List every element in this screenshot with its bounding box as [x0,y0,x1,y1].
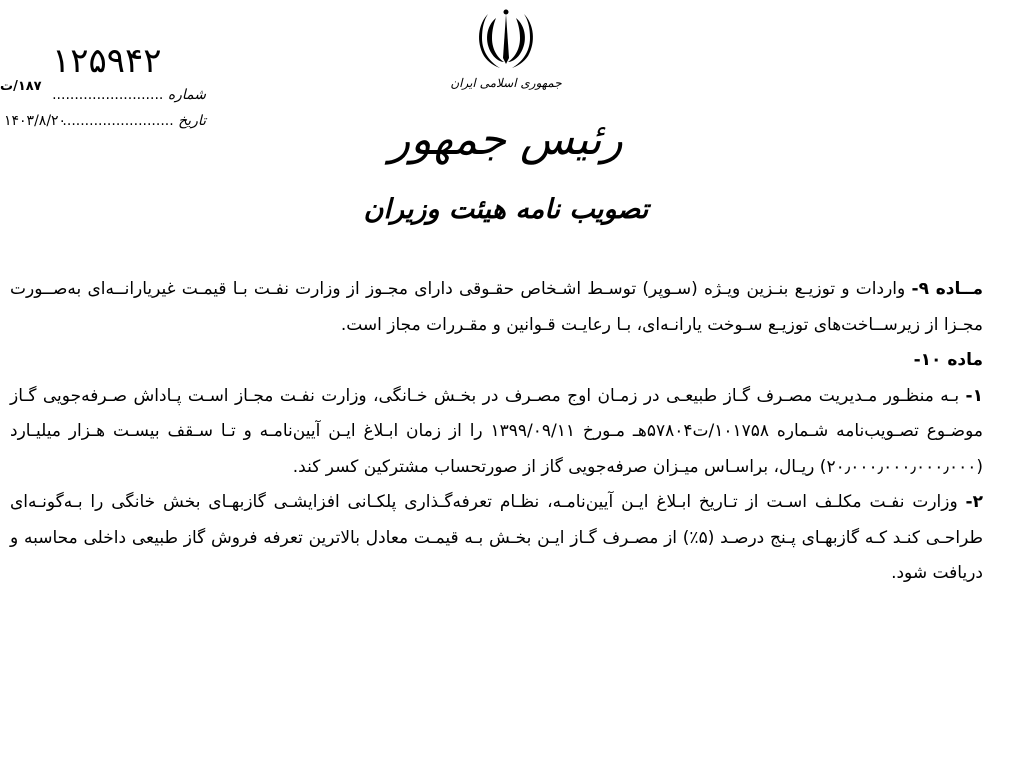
date-label: تاریخ [178,113,206,129]
date-value: ۱۴۰۳/۸/۲۰ [4,113,67,129]
letterhead [0,0,1012,240]
article-9 [10,272,983,343]
article-9-text: واردات و توزیـع بنـزین ویـژه (سـوپر) توسـط اشـخاص حقـوقی دارای مجـوز از وزارت نفـت بـا قیمـت غیریارانــه‌ای به‌صــورت مجـزا از زیرســاخت‌های توزیـع سـوخت یارانـه‌ای، بـا رعایـت قـوانین و مقـررات مجاز است. [10,279,983,335]
clause-2-number: ۲- [965,492,983,512]
letter-date-field: تاریخ ......................... ۱۴۰۳/۸/۲۰ [4,113,206,129]
registration-stamp-number: ۱۲۵۹۴۲ [52,41,162,81]
clause-2-text: وزارت نفـت مکلـف اسـت از تـاریخ ابـلاغ ایـن آیین‌نامـه، نظـام تعرفه‌گـذاری پلکـانی افزایشـی گازبهـای بخش خانگی را بـه‌گونـه‌ای طراحـی کنـد کـه گازبهـای پـنج درصـد (۵٪) از مصـرف گـاز ایـن بخـش بـه قیمـت معادل بالاترین تعرفه فروش گاز طبیعی داخلی محاسبه و دریافت شود. [10,492,983,583]
article-9-heading: مــاده ۹- [911,279,983,299]
number-label: شماره [167,87,206,103]
decree-body [10,272,983,592]
office-title: رئیس جمهور [389,114,623,165]
document-title: تصویب نامه هیئت وزیران [363,194,649,225]
iran-emblem-icon [474,8,538,72]
letter-number-field: شماره ......................... ۱۸۷/ت [0,79,206,103]
number-value: ۱۸۷/ت [0,79,42,94]
article-10-clause-2 [10,485,983,592]
clause-1-number: ۱- [965,385,983,406]
emblem-caption: جمهوری اسلامی ایران [450,76,562,90]
article-10-heading: ماده ۱۰- [913,350,983,370]
clause-1-text: بـه منظـور مـدیریت مصـرف گـاز طبیعـی در زمـان اوج مصـرف در بخـش خـانگی، وزارت نفـت مجـاز اسـت پـاداش صـرفه‌جویی گـاز موضـوع تصـویب‌نامه شـماره ۱۰۱۷۵۸/ت۵۷۸۰۴هـ مـورخ ۱۳۹۹/۰۹/۱۱ را از زمان ابـلاغ ایـن آیین‌نامـه و تـا سـقف بیسـت هـزار میلیـارد (۲۰٫۰۰۰٫۰۰۰٫۰۰۰٫۰۰۰) ریـال، براسـاس میـزان صرفه‌جویی گاز از صورتحساب مشترکین کسر کند. [10,385,984,477]
article-10-clause-1 [10,379,983,486]
article-10-heading-line [10,343,983,379]
